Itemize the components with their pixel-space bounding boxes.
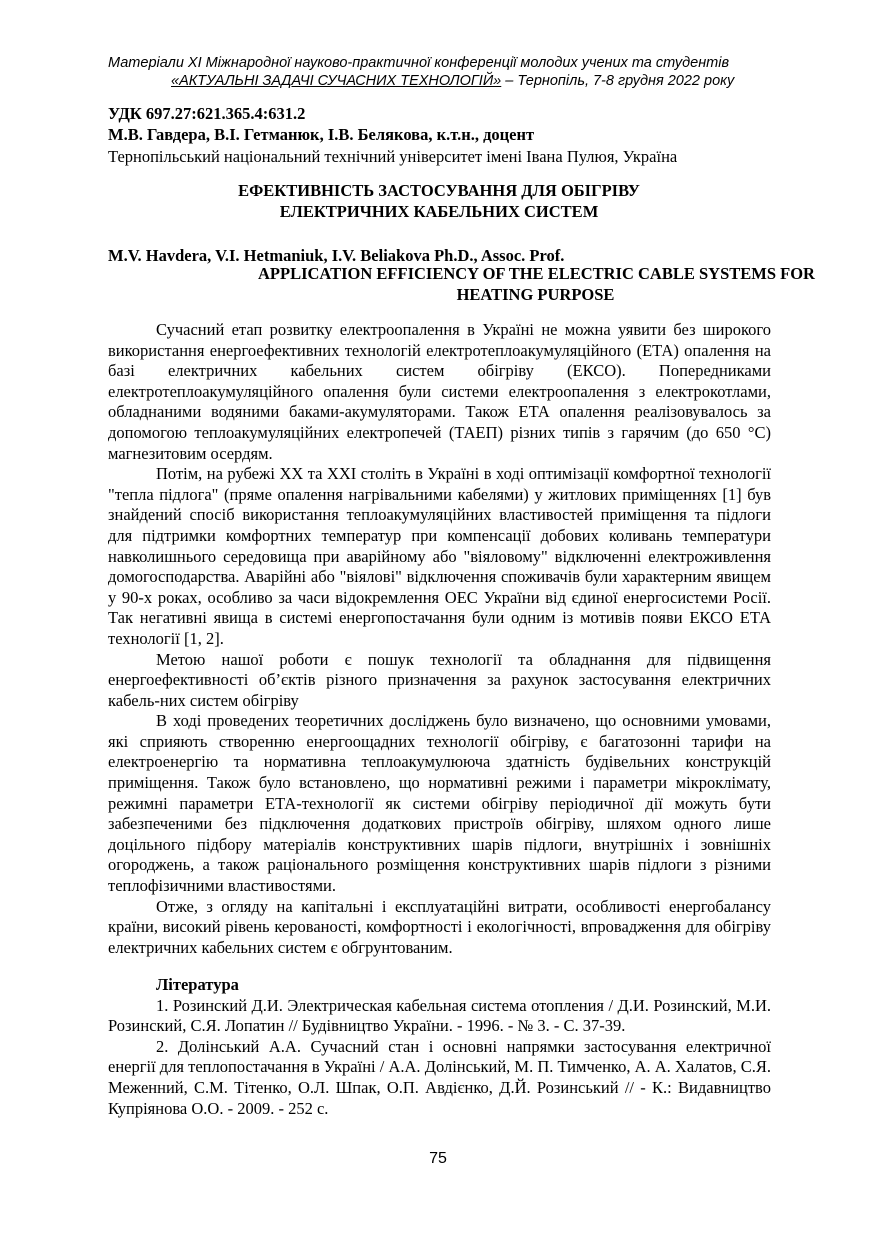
running-header-line-1: Матеріали XI Міжнародної науково-практичної конференції молодих учених та студентів — [108, 55, 730, 71]
running-header-line-2 — [171, 71, 734, 91]
title-ukrainian-line-2: ЕЛЕКТРИЧНИХ КАБЕЛЬНИХ СИСТЕМ — [279, 202, 599, 221]
reference-item: 2. Долінський А.А. Сучасний стан і основні напрямки застосування електричної енергії для теплопостачання в Україні / А.А. Долінський, М. П. Тимченко, А. А. Халатов, С.Я. Меженний, С.М. Тітенко, О.Л. Шпак, О.П. Авдієнко, Д.Й. Розинський // - К.: Видавництво Купріянова О.О. - 2009. - 252 с. — [108, 1036, 771, 1118]
udc-code: УДК 697.27:621.365.4:631.2 — [108, 104, 306, 123]
body-paragraph: Отже, з огляду на капітальні і експлуатаційні витрати, особливості енергобалансу країни, високий рівень керованості, комфортності і екологічності, впровадження для обігріву електричних кабельних систем є обгрунтованим. — [108, 896, 771, 957]
conference-name: «АКТУАЛЬНІ ЗАДАЧІ СУЧАСНИХ ТЕХНОЛОГІЙ» — [171, 73, 502, 89]
body-paragraph: Потім, на рубежі XX та XXI століть в Україні в ході оптимізації комфортної технології "тепла підлога" (пряме опалення нагрівальними кабелями) у житлових приміщеннях [1] був знайдений спосіб використання теплоакумуляційних властивостей приміщення та підлоги для підтримки комфортних температур при компенсації добових коливань температури навколишнього середовища при аварійному або "віяловому" відключенні електроживлення домогосподарства. Аварійні або "віялові" відключення споживачів були характерним явищем у 90-х роках, особливо за часи відокремлення ОЕС України від єдиної енергосистеми Росії. Так негативні явища в системі енергопостачання були одним із мотивів появи ЕКСО ЕТА технології [1, 2]. — [108, 464, 771, 648]
title-ukrainian — [108, 180, 770, 222]
article-body — [108, 320, 771, 958]
title-english — [108, 263, 848, 305]
body-paragraph: Сучасний етап розвитку електроопалення в Україні не можна уявити без широкого використання енергоефективних технологій електротеплоакумуляційного (ЕТА) опалення на базі електричних кабельних систем обігріву (ЕКСО). Попередниками електротеплоакумуляційного опалення були системи електроопалення з електрокотлами, обладнаними водяними баками-акумуляторами. Також ЕТА опалення реалізовувалось за допомогою теплоакумуляційних електропечей (ТАЕП) різних типів з гарячим (до 650 °С) магнезитовим осердям. — [108, 320, 771, 463]
affiliation: Тернопільський національний технічний університет імені Івана Пулюя, Україна — [108, 147, 678, 166]
title-ukrainian-line-1: ЕФЕКТИВНІСТЬ ЗАСТОСУВАННЯ ДЛЯ ОБІГРІВУ — [238, 181, 640, 200]
body-paragraph: В ході проведених теоретичних досліджень було визначено, що основними умовами, які сприяють створенню енергоощадних технології обігріву, є багатозонні тарифи на електроенергію та нормативна теплоакумулююча здатність будівельних конструкцій приміщення. Також було встановлено, що нормативні режими і параметри мікроклімату, режимні параметри ЕТА-технології як системи обігріву періодичної дії можуть бути забезпеченими без підключення додаткових пристроїв обігріву, шляхом одного лише доцільного підбору матеріалів конструктивних шарів підлоги, внутрішніх і зовнішніх огороджень, а також раціонального розміщення конструктивних шарів підлоги з різними теплофізичними властивостями. — [108, 711, 771, 896]
authors-english: M.V. Havdera, V.I. Hetmaniuk, I.V. Beliakova Ph.D., Assoc. Prof. — [108, 246, 565, 265]
title-english-line-1: APPLICATION EFFICIENCY OF THE ELECTRIC CABLE SYSTEMS FOR — [258, 264, 815, 283]
title-english-line-2: HEATING PURPOSE — [456, 285, 615, 304]
references-section — [108, 975, 771, 1119]
references-heading: Література — [156, 975, 239, 994]
page-number: 75 — [429, 1150, 447, 1167]
authors-ukrainian: М.В. Гавдера, В.І. Гетманюк, І.В. Белякова, к.т.н., доцент — [108, 125, 535, 144]
conference-place-date: – Тернопіль, 7-8 грудня 2022 року — [501, 73, 735, 89]
reference-item: 1. Розинский Д.И. Электрическая кабельная система отопления / Д.И. Розинский, М.И. Розинский, С.Я. Лопатин // Будівництво України. - 1996. - № 3. - С. 37-39. — [108, 995, 771, 1036]
body-paragraph: Метою нашої роботи є пошук технології та обладнання для підвищення енергоефективності об’єктів різного призначення за рахунок застосування електричних кабель-них систем обігріву — [108, 649, 771, 710]
